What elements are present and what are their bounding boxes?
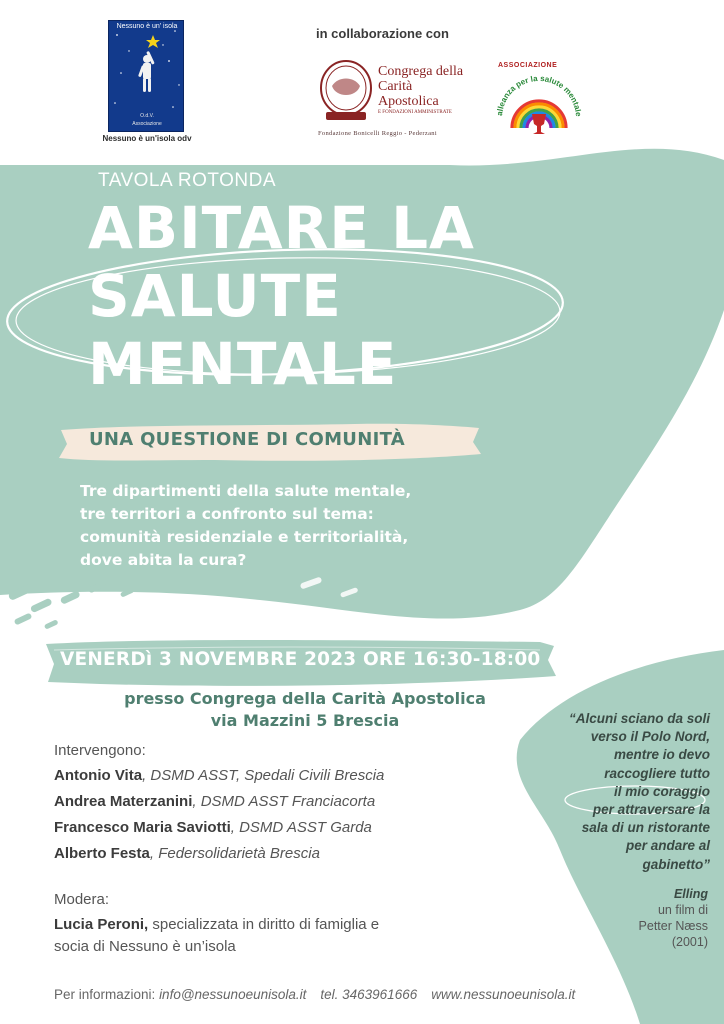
intro-line: Tre dipartimenti della salute mentale, [80, 482, 412, 500]
moderator-heading: Modera: [54, 891, 110, 908]
congrega-subtitle: E FONDAZIONI AMMINISTRATE [378, 110, 452, 115]
speaker-name: Andrea Materzanini [54, 793, 193, 810]
congrega-seal-icon [318, 58, 374, 124]
moderator-text [54, 914, 494, 958]
associazione-label: ASSOCIAZIONE [498, 62, 558, 69]
film-quote [540, 710, 710, 874]
speaker-role: , DSMD ASST, Spedali Civili Brescia [142, 767, 385, 784]
quote-line: sala di un ristorante [581, 820, 710, 836]
footer-phone[interactable]: tel. 3463961666 [320, 987, 418, 1002]
speaker-name: Francesco Maria Saviotti [54, 819, 231, 836]
speaker-item [54, 819, 372, 836]
quote-line: “Alcuni sciano da soli [568, 711, 710, 726]
moderator-name: Lucia Peroni, [54, 916, 149, 933]
film-credit [600, 886, 708, 950]
title-line-2: SALUTE [88, 262, 342, 330]
moderator-desc-2: socia di Nessuno è un’isola [54, 938, 236, 955]
congrega-foundation: Fondazione Bonicelli Reggio - Pederzani [318, 130, 437, 137]
rainbow-logo-icon [494, 70, 584, 140]
film-title: Elling [673, 887, 708, 901]
event-kicker: TAVOLA ROTONDA [98, 170, 277, 191]
event-intro [80, 480, 480, 572]
venue-line-1: presso Congrega della Carità Apostolica [124, 689, 486, 708]
nessuno-e-un-isola-logo [108, 20, 184, 132]
quote-line: gabinetto” [642, 856, 710, 872]
quote-line: il mio coraggio [613, 783, 710, 799]
speakers-heading: Intervengono: [54, 742, 146, 759]
footer-website-link[interactable]: www.nessunoeunisola.it [431, 987, 576, 1002]
speaker-item [54, 793, 375, 810]
quote-line: verso il Polo Nord, [590, 729, 710, 745]
speaker-name: Alberto Festa [54, 845, 150, 862]
moderator-desc-1: specializzata in diritto di famiglia e [148, 916, 380, 933]
quote-line: per attraversare la [592, 802, 710, 818]
speaker-item [54, 845, 320, 862]
intro-line: comunità residenziale e territorialità, [80, 528, 409, 546]
intro-line: dove abita la cura? [80, 551, 247, 569]
film-line: un film di [657, 903, 708, 917]
intro-line: tre territori a confronto sul tema: [80, 505, 374, 523]
logo-arc-text: Nessuno è un' isola [116, 23, 178, 30]
film-line: Petter Næss [638, 919, 708, 933]
footer-label: Per informazioni: [54, 987, 156, 1002]
speaker-role: , Federsolidarietà Brescia [149, 845, 320, 862]
event-date: VENERDì 3 NOVEMBRE 2023 ORE 16:30-18:00 [60, 649, 541, 670]
venue-line-2: via Mazzini 5 Brescia [210, 711, 400, 730]
speaker-role: , DSMD ASST Franciacorta [192, 793, 376, 810]
speaker-role: , DSMD ASST Garda [230, 819, 372, 836]
title-line-1: ABITARE LA [88, 194, 475, 262]
title-line-3: MENTALE [88, 330, 398, 398]
decorative-ellipse [0, 240, 580, 390]
quote-line: mentre io devo [613, 747, 710, 763]
logo-inner-text: O.d.V. [140, 113, 154, 119]
quote-line: raccogliere tutto [604, 765, 710, 781]
event-venue [60, 688, 550, 732]
logo-inner-text-2: Associazione [132, 121, 162, 127]
contact-footer [54, 987, 575, 1002]
footer-email-link[interactable]: info@nessunoeunisola.it [159, 987, 307, 1002]
film-line: (2001) [671, 935, 708, 949]
speaker-name: Antonio Vita [54, 767, 143, 784]
collaboration-label: in collaborazione con [316, 26, 449, 41]
logo-left-caption: Nessuno è un'isola odv [102, 134, 192, 143]
speaker-item [54, 767, 384, 784]
congrega-name: Congrega della Carità Apostolica [378, 64, 464, 109]
event-subtitle: UNA QUESTIONE DI COMUNITÀ [89, 429, 405, 450]
assoc-arc-text: alleanza per la salute mentale [495, 73, 584, 117]
quote-line: per andare al [625, 838, 710, 854]
